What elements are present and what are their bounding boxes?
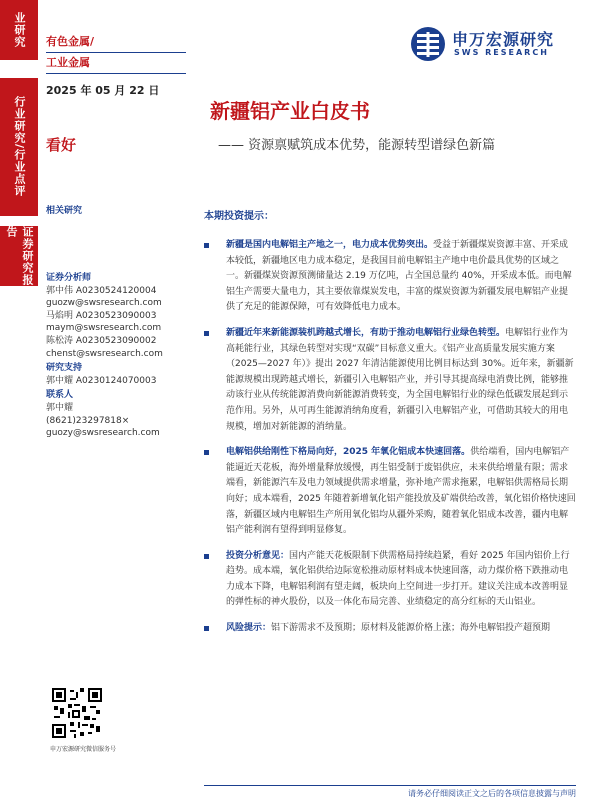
qr-code-icon [52,688,102,738]
highlight-body: 电解铝行业作为高耗能行业，其绿色转型对实现“双碳”目标意义重大。《铝产业高质量发展实施方案（2025—2027 年）》提出 2027 年清洁能源使用比例目标达到 30%。近年来，新疆新能源规模出现跨越式增长，新疆引入电解铝产业，并引导其提高绿电消费比例，能够推动该行业从传统能源消费向新能源消费转变，为全国电解铝行业的绿色低碳发展起到示范作用。另外，从可再生能源消纳角度看，新疆引入电解铝产业，可借助其较大的用电规模，增加对新能源的消纳量。 [226,327,574,432]
highlight-body: 供给端看，国内电解铝产能逼近天花板，海外增量释放缓慢，再生铝受制于废铝供应，未来供给增量有限；需求端看，新能源汽车及电力领域提供需求增量，弥补地产需求拖累，电解铝供需格局长期向好；成本端看，2025 年随着新增氧化铝产能投放及矿端供给改善，氧化铝价格快速回落，新疆区域内电解铝生产所用氧化铝均从疆外采购，随着氧化铝成本改善，疆内电解铝产能利润有望得到明显修复。 [226,447,576,536]
analyst-3-email[interactable]: chenst@swsresearch.com [46,348,163,359]
research-support-name: 郭中耀 A0230124070003 [46,375,157,386]
report-subtitle: —— 资源禀赋筑成本优势，能源转型谱绿色新篇 [218,138,496,153]
brand-name-cn: 申万宏源研究 [452,30,555,49]
sector-divider [46,52,186,53]
highlight-lead: 新疆近年来新能源装机跨越式增长，有助于推动电解铝行业绿色转型。 [226,327,506,338]
sector-label [46,32,186,74]
bullet-icon [204,626,209,631]
contact-email[interactable]: guozy@swsresearch.com [46,428,160,439]
disclaimer-footer: 请务必仔细阅读正文之后的各项信息披露与声明 [408,789,576,798]
bullet-icon [204,450,209,455]
sector-line-1: 有色金属/ [46,35,95,48]
highlight-body: 铝下游需求不及预期；原材料及能源价格上涨；海外电解铝投产超预期 [271,623,551,634]
qr-caption: 申万宏源研究微信服务号 [50,746,117,753]
research-support-heading: 研究支持 [46,363,83,374]
highlight-body: 国内产能天花板限制下供需格局持续趋紧，看好 2025 年国内铝价上行趋势。成本端，氧化铝供给边际宽松推动原材料成本快速回落，动力煤价格下跌推动电力成本下降，电解铝利润有望走阔，板块向上空间进一步打开。建议关注成本改善明显的弹性标的神火股份，以及一体化布局完善、业绩稳定的高分红标的天山铝业。 [226,550,570,608]
analyst-3-name: 陈松涛 A0230523090002 [46,335,157,346]
sws-logo-icon [410,26,446,62]
analyst-2-email[interactable]: maym@swsresearch.com [46,323,162,334]
highlight-lead: 新疆是国内电解铝主产地之一，电力成本优势突出。 [226,240,434,250]
highlight-item [204,621,576,637]
contact-phone: (8621)23297818× [46,415,130,426]
analyst-heading: 证券分析师 [46,273,92,283]
sector-divider-2 [46,73,186,74]
sidebar-tag-securities-report: 证券研究报告 [0,226,38,286]
rating: 看好 [46,136,77,154]
related-research-heading: 相关研究 [46,206,83,216]
highlight-item [204,549,576,611]
highlight-lead: 电解铝供给刚性下格局向好，2025 年氧化铝成本快速回落。 [226,447,471,458]
highlight-lead: 投资分析意见： [226,550,290,561]
bullet-icon [204,331,209,336]
contact-heading: 联系人 [46,390,74,401]
brand-logo [410,24,580,64]
analyst-panel [46,270,186,440]
analyst-2-name: 马焰明 A0230523090003 [46,310,157,321]
bullet-icon [204,554,209,559]
investment-highlights [204,207,576,647]
report-title: 新疆铝产业白皮书 [210,99,370,123]
footer-divider [204,785,576,786]
report-date: 2025 年 05 月 22 日 [46,84,160,97]
sector-line-2: 工业金属 [46,56,90,69]
highlight-body: 受益于新疆煤炭资源丰富、开采成本较低，新疆地区电力成本稳定，是我国目前电解铝主产地中电价最具优势的区域之一。新疆煤炭资源预测储量达 2.19 万亿吨，占全国总量约 40%，开采成本低。而电解铝生产需要大量电力，其主要依靠煤炭发电，丰富的煤炭资源为新疆发展电解铝产业提供了充足的能源保障，可有效降低电力成本。 [226,240,572,313]
bullet-icon [204,243,209,248]
highlights-heading: 本期投资提示： [204,211,274,222]
sidebar-tag-report-type: 行业研究/行业点评 [0,78,38,216]
analyst-1-name: 郭中伟 A0230524120004 [46,285,157,296]
highlight-item [204,445,576,539]
analyst-1-email[interactable]: guozw@swsresearch.com [46,298,162,309]
highlight-lead: 风险提示： [226,623,272,634]
sidebar-tag-industry: 业研究 [0,0,38,60]
brand-name-en: SWS RESEARCH [454,48,549,57]
highlight-item [204,238,576,316]
highlight-item [204,326,576,435]
contact-name: 郭中耀 [46,402,74,413]
